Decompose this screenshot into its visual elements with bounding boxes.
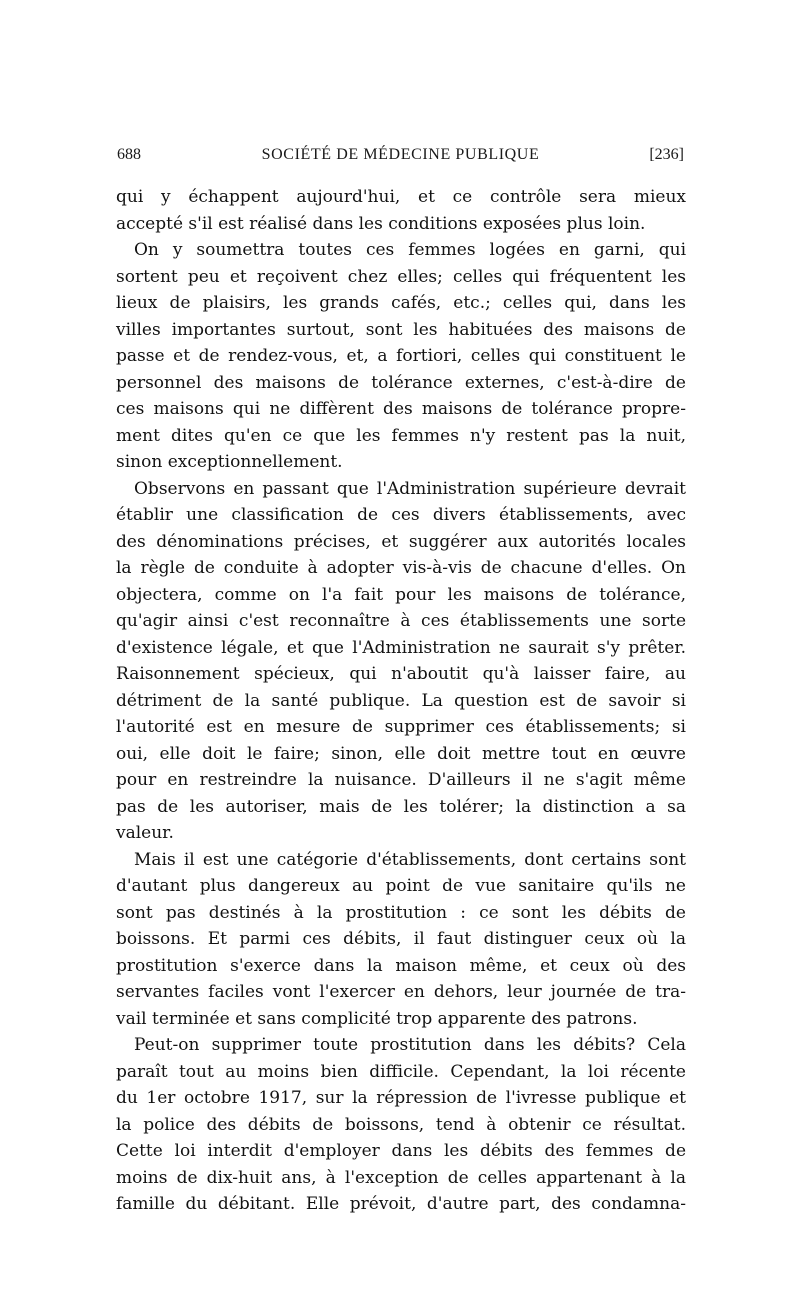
text-line: la règle de conduite à adopter vis-à-vis de chacune d'elles. On [116,558,686,578]
text-line: Raisonnement spécieux, qui n'aboutit qu'à laisser faire, au [116,664,686,684]
text-line: moins de dix-huit ans, à l'exception de celles appartenant à la [116,1167,686,1188]
running-title: SOCIÉTÉ DE MÉDECINE PUBLIQUE [261,146,540,163]
page-header [117,146,684,176]
text-line: l'autorité est en mesure de supprimer ces établissements; si [116,717,686,737]
text-line: valeur. [116,823,174,843]
text-line: du 1er octobre 1917, sur la répression de l'ivresse publique et [116,1088,686,1108]
text-line: objectera, comme on l'a fait pour les maisons de tolérance, [116,584,686,605]
text-line: Mais il est une catégorie d'établissements, dont certains sont [134,849,686,870]
text-line: d'existence légale, et que l'Administration ne saurait s'y prêter. [116,637,686,658]
body-text [116,184,686,1218]
text-line: ces maisons qui ne diffèrent des maisons de tolérance propre- [116,399,686,419]
text-line: d'autant plus dangereux au point de vue sanitaire qu'ils ne [116,876,686,896]
text-line: vail terminée et sans complicité trop apparente des patrons. [116,1008,638,1029]
text-line: passe et de rendez-vous, et, a fortiori, celles qui constituent le [116,346,686,366]
text-line: détriment de la santé publique. La question est de savoir si [116,690,686,711]
text-line: Peut-on supprimer toute prostitution dans les débits? Cela [134,1035,686,1055]
text-line: famille du débitant. Elle prévoit, d'autre part, des condamna- [116,1194,686,1214]
text-line: lieux de plaisirs, les grands cafés, etc.; celles qui, dans les [116,293,686,313]
text-line: accepté s'il est réalisé dans les conditions exposées plus loin. [116,213,646,234]
text-line: des dénominations précises, et suggérer aux autorités locales [116,531,686,552]
text-line: pas de les autoriser, mais de les tolérer; la distinction a sa [116,796,686,817]
text-line: établir une classification de ces divers établissements, avec [116,505,686,525]
text-line: ment dites qu'en ce que les femmes n'y restent pas la nuit, [116,425,686,446]
text-line: personnel des maisons de tolérance externes, c'est-à-dire de [116,372,686,393]
text-line: Observons en passant que l'Administration supérieure devrait [134,478,686,499]
text-line: sinon exceptionnellement. [116,452,343,472]
text-line: qui y échappent aujourd'hui, et ce contrôle sera mieux [116,187,686,207]
text-line: paraît tout au moins bien difficile. Cependant, la loi récente [116,1061,686,1082]
text-line: qu'agir ainsi c'est reconnaître à ces établissements une sorte [116,611,686,631]
page-number: 688 [117,146,141,163]
text-line: On y soumettra toutes ces femmes logées en garni, qui [134,240,686,260]
text-line: prostitution s'exerce dans la maison même, et ceux où des [116,955,686,976]
text-line: la police des débits de boissons, tend à obtenir ce résultat. [116,1114,686,1135]
text-line: sortent peu et reçoivent chez elles; celles qui fréquentent les [116,266,686,287]
text-line: boissons. Et parmi ces débits, il faut distinguer ceux où la [116,929,686,949]
text-line: sont pas destinés à la prostitution : ce sont les débits de [116,902,686,923]
text-line: villes importantes surtout, sont les habituées des maisons de [116,319,686,340]
text-line: pour en restreindre la nuisance. D'ailleurs il ne s'agit même [116,770,686,790]
bracket-reference: [236] [649,146,684,163]
text-line: Cette loi interdit d'employer dans les débits des femmes de [116,1141,686,1161]
text-line: servantes faciles vont l'exercer en dehors, leur journée de tra- [116,982,686,1002]
text-line: oui, elle doit le faire; sinon, elle doit mettre tout en œuvre [116,743,686,764]
